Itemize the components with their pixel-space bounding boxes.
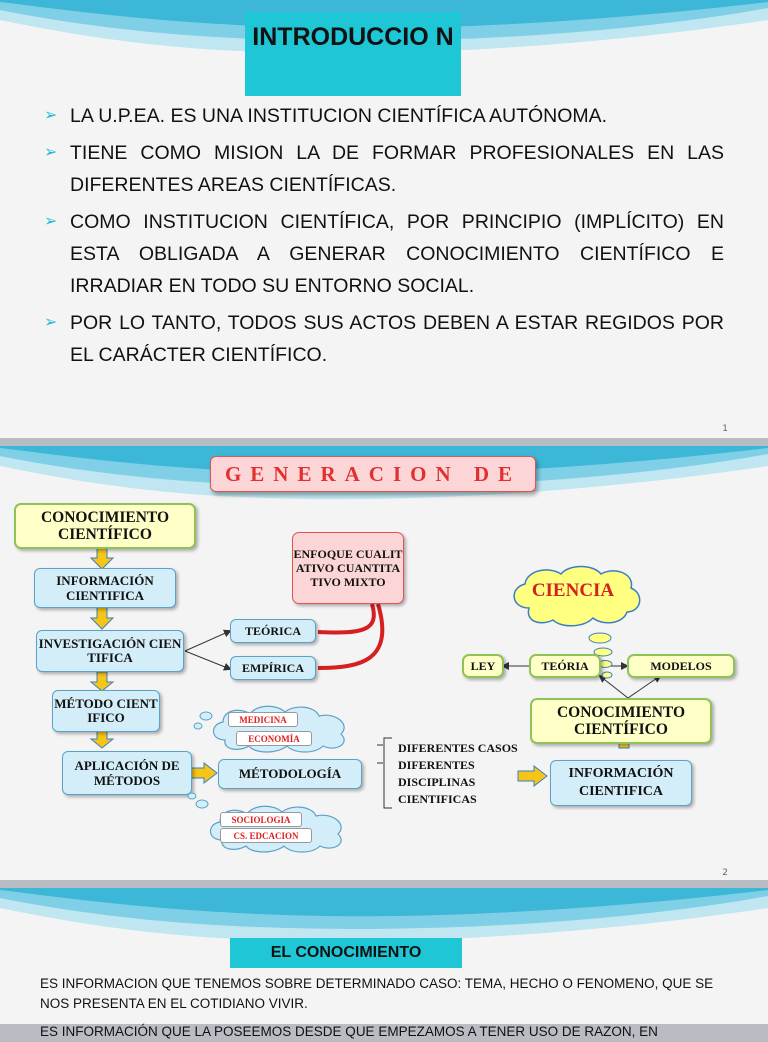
down-arrow-icon	[90, 606, 114, 630]
down-arrow-icon	[90, 729, 114, 749]
bullet-text: COMO INSTITUCION CIENTÍFICA, POR PRINCIPIO (IMPLÍCITO) EN ESTA OBLIGADA A GENERAR CONOCIMIENTO CIENTÍFICO E IRRADIAR EN TODO SU ENTORNO SOCIAL.	[70, 211, 724, 297]
bullet-item	[44, 206, 724, 302]
bullet-list	[44, 100, 724, 376]
teoria-box: TEÓRIA	[529, 654, 601, 678]
investigacion-cientifica-box: INVESTIGACIÓN CIENTIFICA	[36, 630, 184, 672]
modelos-box: MODELOS	[627, 654, 735, 678]
paragraph: ES INFORMACION QUE TENEMOS SOBRE DETERMINADO CASO: TEMA, HECHO O FENOMENO, QUE SE NOS PRESENTA EN EL COTIDIANO VIVIR.	[40, 976, 714, 1011]
slide-3	[0, 888, 768, 1039]
conocimiento-cientifico-box: CONOCIMIENTO CIENTÍFICO	[14, 503, 196, 549]
slide-2	[0, 446, 768, 880]
ciencia-label: CIENCIA	[531, 580, 615, 601]
slide-title: GENERACION DE	[210, 456, 536, 492]
arrow-bullet-icon: ➢	[44, 213, 58, 230]
down-arrow-icon	[90, 546, 114, 570]
slide-title: EL CONOCIMIENTO	[230, 938, 462, 968]
bullet-item	[44, 137, 724, 201]
diferentes-casos-text: DIFERENTES CASOS DIFERENTES DISCIPLINAS CIENTIFICAS	[398, 741, 518, 806]
empirica-box: EMPÍRICA	[230, 656, 316, 680]
arrow-bullet-icon: ➢	[44, 314, 58, 331]
metodologia-box: MÉTODOLOGÍA	[218, 759, 362, 789]
bullet-item	[44, 100, 724, 132]
metodo-cientifico-box: MÉTODO CIENTIFICO	[52, 690, 160, 732]
aplicacion-metodos-box: APLICACIÓN DE MÉTODOS	[62, 751, 192, 795]
page-number: 1	[722, 424, 728, 434]
bullet-text: POR LO TANTO, TODOS SUS ACTOS DEBEN A ESTAR REGIDOS POR EL CARÁCTER CIENTÍFICO.	[70, 312, 724, 366]
informacion-cientifica-box: INFORMACIÓN CIENTIFICA	[34, 568, 176, 608]
bullet-text: LA U.P.EA. ES UNA INSTITUCION CIENTÍFICA AUTÓNOMA.	[70, 105, 608, 127]
slide-1	[0, 0, 768, 438]
teorica-box: TEÓRICA	[230, 619, 316, 643]
medicina-tag: MEDICINA	[228, 712, 298, 727]
informacion-cientifica-box: INFORMACIÓN CIENTIFICA	[550, 760, 692, 806]
page-number: 2	[722, 868, 728, 878]
enfoque-box: ENFOQUE CUALITATIVO CUANTITATIVO MIXTO	[292, 532, 404, 604]
arrow-bullet-icon: ➢	[44, 144, 58, 161]
ley-box: LEY	[462, 654, 504, 678]
thought-dots-decoration	[146, 702, 216, 812]
paragraph: ES INFORMACIÓN QUE LA POSEEMOS DESDE QUE EMPEZAMOS A TENER USO DE RAZON, EN	[40, 1024, 658, 1039]
cs-educacion-tag: CS. EDCACION	[220, 828, 312, 843]
down-arrow-icon	[90, 672, 114, 692]
cloud-shape	[205, 702, 355, 754]
slide-title: INTRODUCCIO N	[245, 12, 461, 96]
bullet-text: TIENE COMO MISION LA DE FORMAR PROFESIONALES EN LAS DIFERENTES AREAS CIENTÍFICAS.	[70, 142, 724, 196]
arrow-bullet-icon: ➢	[44, 107, 58, 124]
economia-tag: ECONOMÍA	[236, 731, 312, 746]
conocimiento-cientifico-box: CONOCIMIENTO CIENTÍFICO	[530, 698, 712, 744]
bullet-item	[44, 307, 724, 371]
sociologia-tag: SOCIOLOGIA	[220, 812, 302, 827]
body-text	[40, 974, 730, 1042]
